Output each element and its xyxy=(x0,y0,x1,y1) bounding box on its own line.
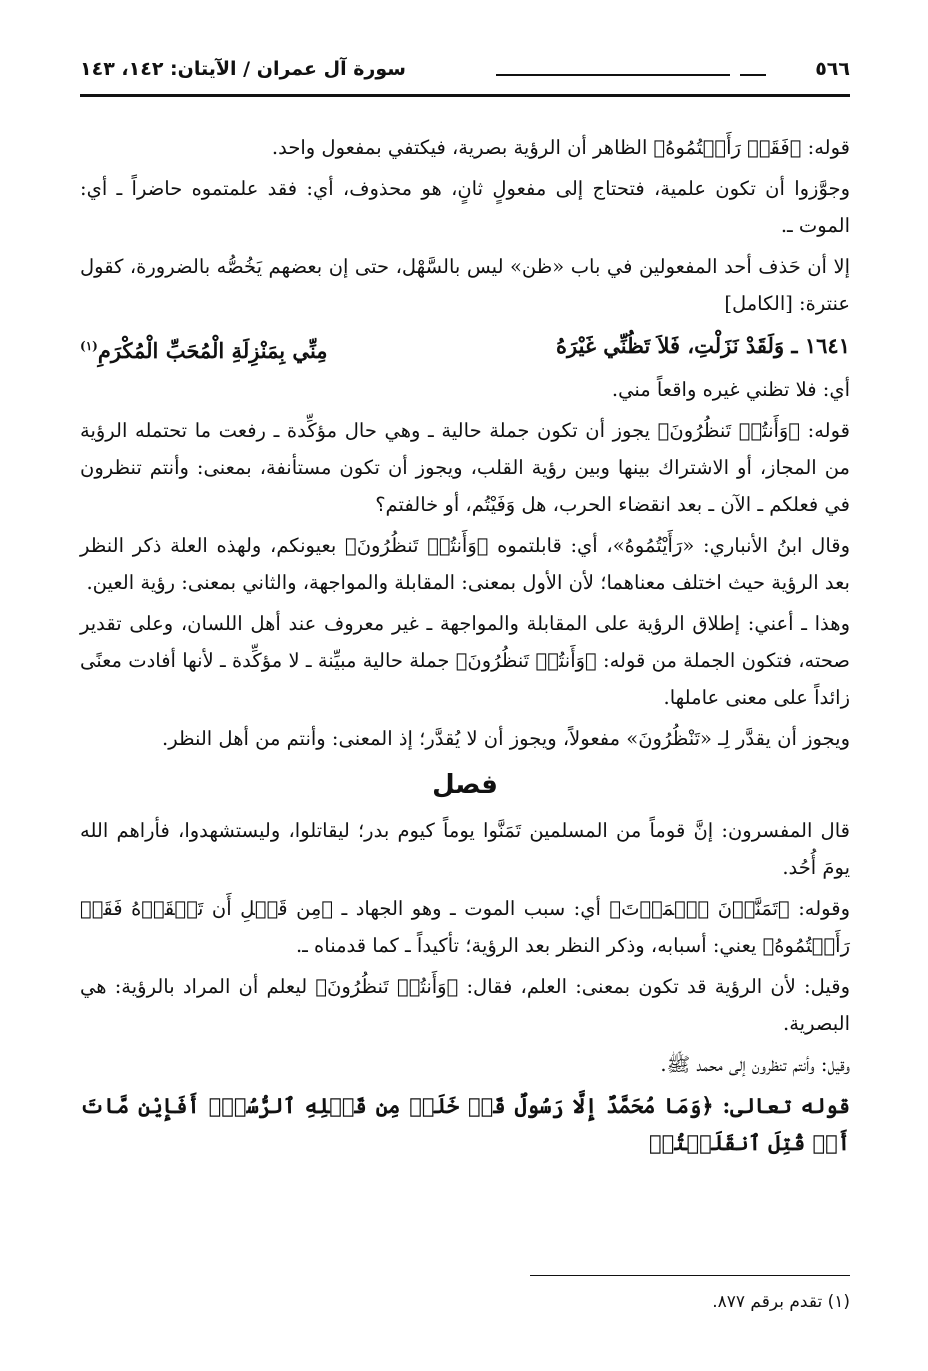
paragraph: وجوَّزوا أن تكون علمية، فتحتاج إلى مفعولٍ ثانٍ، هو محذوف، أي: فقد علمتموه حاضراً ـ أي: الموت ـ. xyxy=(80,177,850,237)
poetry-verse xyxy=(80,326,850,371)
paragraph: قال المفسرون: إنَّ قوماً من المسلمين تَمَنَّوا يوماً كيوم بدر؛ ليقاتلوا، وليستشهدوا، فأراهم الله يومَ أُحُد. xyxy=(80,819,850,879)
verse-second-text: مِنِّي بِمَنْزِلَةِ الْمُحَبِّ الْمُكْرَمِ xyxy=(97,338,328,363)
verse-first-hemistich: ١٦٤١ ـ وَلَقَدْ نَزَلْتِ، فَلاَ تَظُنِّي غَيْرَهُ xyxy=(556,333,850,358)
paragraph: أي: فلا تظني غيره واقعاً مني. xyxy=(611,378,850,401)
footnote-ref: (١) xyxy=(80,339,98,353)
footnote: (١) تقدم برقم ٨٧٧. xyxy=(712,1292,850,1312)
paragraph: قوله: ﴿وَأَنتُمۡ تَنظُرُونَ﴾ يجوز أن تكون جملة حالية ـ وهي حال مؤكِّدة ـ رفعت ما تحتمله الرؤية من المجاز، أو الاشتراك بينها وبين رؤية القلب، ويجوز أن تكون مستأنفة، بمعنى: وأنتم تنظرون في فعلكم ـ الآن ـ بعد انقضاء الحرب، هل وَفَيْتُم، أو خالفتم؟ xyxy=(80,419,850,516)
footnote-divider xyxy=(530,1275,850,1276)
paragraph: وهذا ـ أعني: إطلاق الرؤية على المقابلة والمواجهة ـ غير معروف عند أهل اللسان، وعلى تقدير صحته، فتكون الجملة من قوله: ﴿وَأَنتُمۡ تَنظُرُونَ﴾ جملة حالية مبيِّنة ـ لا مؤكِّدة ـ لأنها أفادت معنًى زائداً على معنى عاملها. xyxy=(80,612,850,709)
paragraph: وقيل: لأن الرؤية قد تكون بمعنى: العلم، فقال: ﴿وَأَنتُمۡ تَنظُرُونَ﴾ ليعلم أن المراد بالرؤية: هي البصرية. xyxy=(80,975,850,1035)
header-rule-long xyxy=(496,74,730,76)
paragraph: وقال ابنُ الأنباري: «رَأَيْتُمُوهُ»، أي: قابلتموه ﴿وَأَنتُمۡ تَنظُرُونَ﴾ بعيونكم، ولهذه العلة ذكر النظر بعد الرؤية حيث اختلف معناهما؛ لأن الأول بمعنى: المقابلة والمواجهة، والثاني بمعنى: رؤية العين. xyxy=(80,534,850,594)
main-text xyxy=(80,129,850,1161)
running-title: سورة آل عمران / الآيتان: ١٤٢، ١٤٣ xyxy=(80,58,406,80)
paragraph: قوله تعالى: ﴿وَمَا مُحَمَّدٌ إِلَّا رَسُولٌ قَدۡ خَلَتۡ مِن قَبۡلِهِ ٱلرُّسُلُۚ أَفَإِيْن مَّاتَ أَوۡ قُتِلَ ٱنقَلَبۡتُمۡ xyxy=(80,1093,850,1155)
paragraph: وقوله: ﴿تَمَنَّوۡنَ ٱلۡمَوۡتَ﴾ أي: سبب الموت ـ وهو الجهاد ـ ﴿مِن قَبۡلِ أَن تَلۡقَوۡهُ فَقَدۡ رَأَيۡتُمُوهُ﴾ يعني: أسبابه، وذكر النظر بعد الرؤية؛ تأكيداً ـ كما قدمناه ـ. xyxy=(80,897,850,957)
paragraph: إلا أن حَذف أحد المفعولين في باب «ظن» ليس بالسَّهْل، حتى إن بعضهم يَخُصُّه بالضرورة، كقول عنترة: [الكامل] xyxy=(80,255,850,315)
verse-second-hemistich xyxy=(80,326,328,371)
section-heading: فصل xyxy=(432,770,498,800)
paragraph: وقيل: وأنتم تنظرون إلى محمد ﷺ. xyxy=(660,1053,850,1076)
page-number: ٥٦٦ xyxy=(815,58,850,80)
paragraph: قوله: ﴿فَقَدۡ رَأَيۡتُمُوهُ﴾ الظاهر أن الرؤية بصرية، فيكتفي بمفعول واحد. xyxy=(271,136,850,159)
paragraph: ويجوز أن يقدَّر لِـ «تَنْظُرُونَ» مفعولاً، ويجوز أن لا يُقدَّر؛ إذ المعنى: وأنتم من أهل النظر. xyxy=(162,727,850,750)
header-rule-short xyxy=(740,74,766,76)
book-page xyxy=(80,48,850,1348)
header-divider xyxy=(80,94,850,97)
running-header xyxy=(80,48,850,92)
